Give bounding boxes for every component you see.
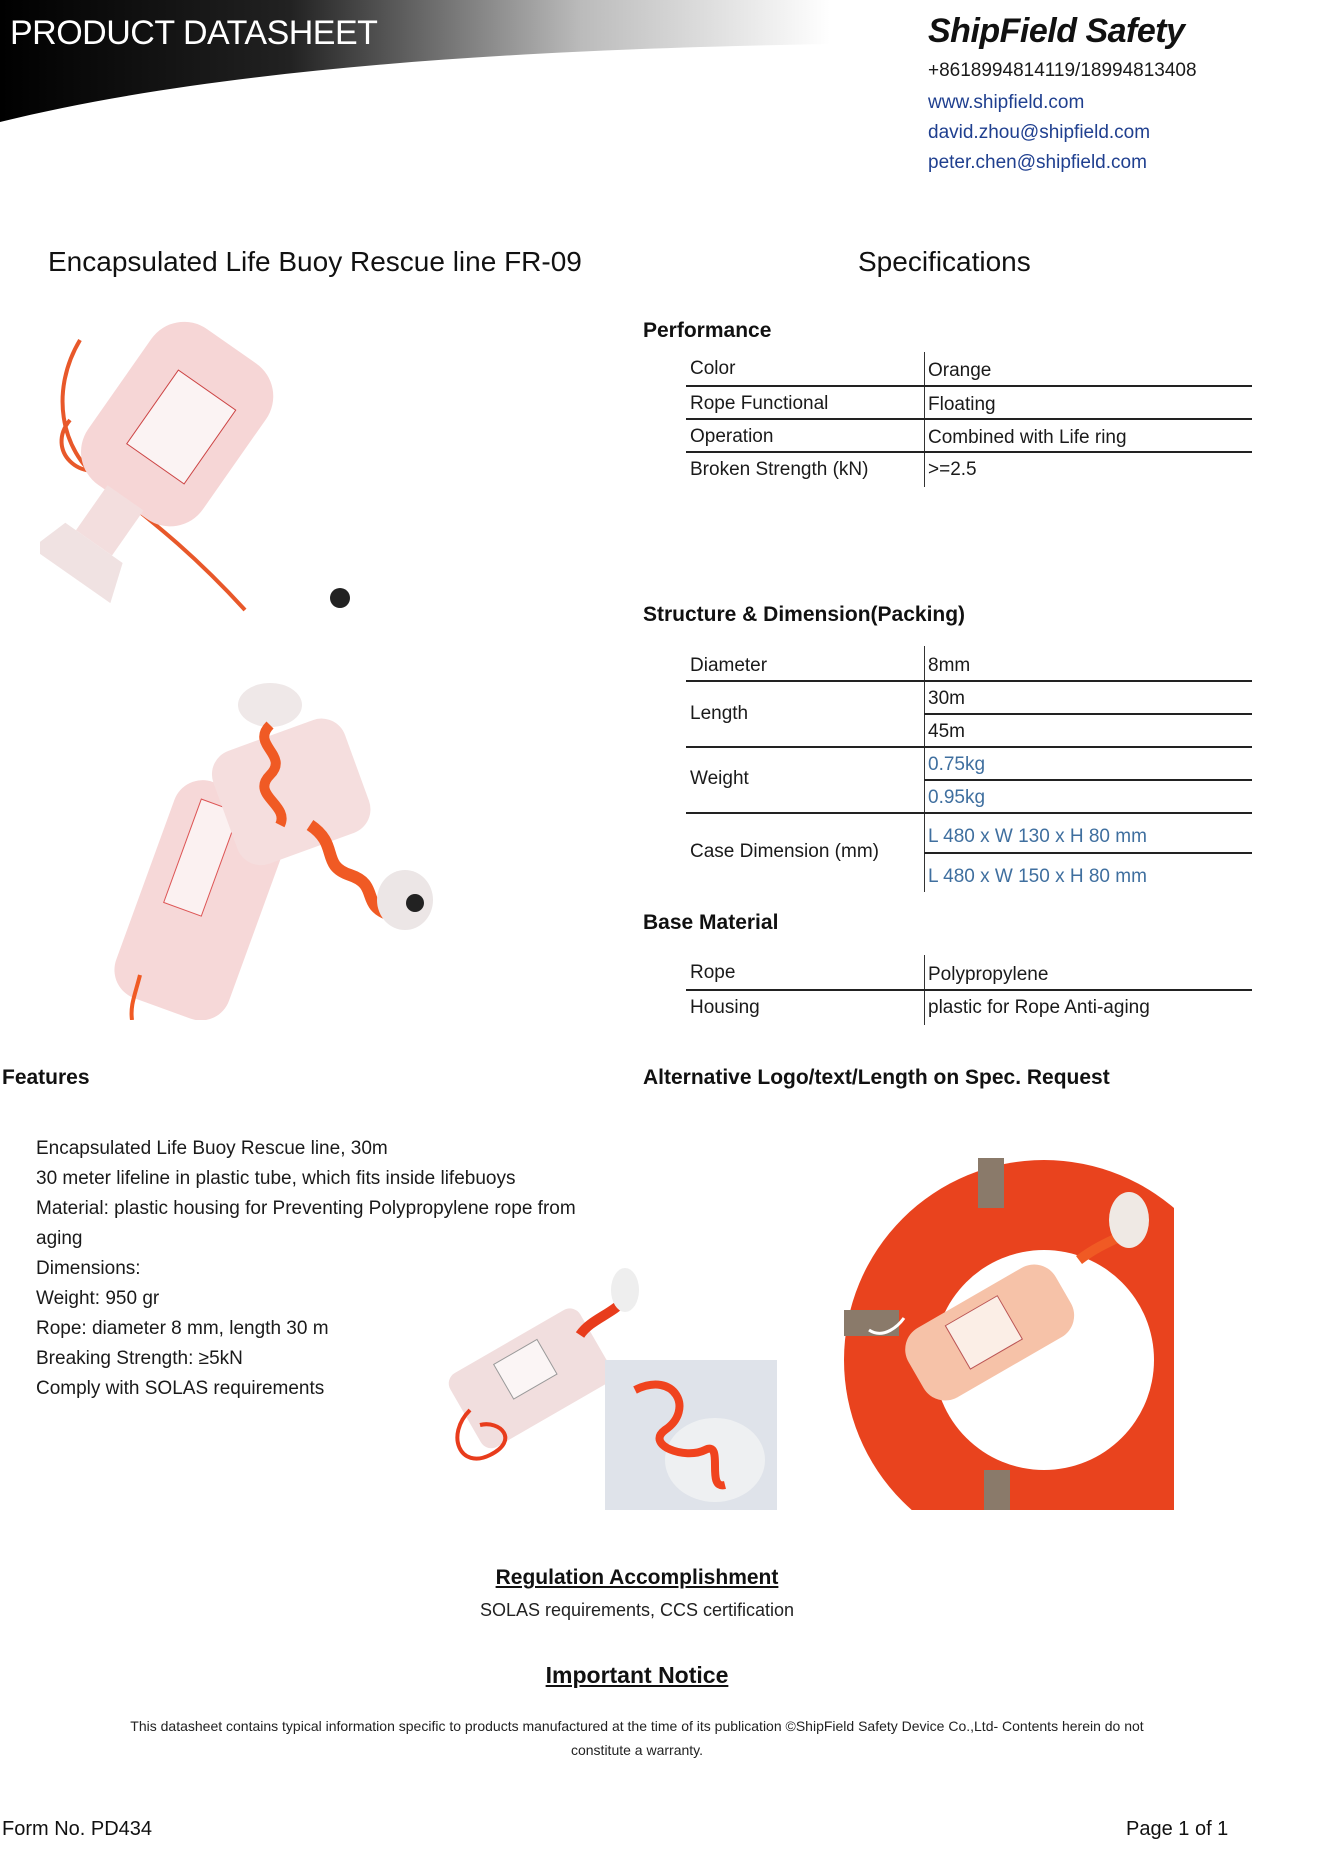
structure-value: 45m bbox=[928, 721, 965, 742]
structure-key: Case Dimension (mm) bbox=[690, 841, 879, 862]
material-value: plastic for Rope Anti-aging bbox=[924, 991, 1150, 1025]
feature-line: Dimensions: bbox=[36, 1258, 141, 1279]
table-row bbox=[686, 420, 1252, 453]
notice-heading: Important Notice bbox=[545, 1662, 729, 1688]
row-divider bbox=[686, 680, 1252, 682]
phone-number: +8618994814119/18994813408 bbox=[928, 60, 1197, 81]
structure-table bbox=[686, 646, 1252, 892]
row-divider bbox=[924, 779, 1252, 781]
regulation-heading: Regulation Accomplishment bbox=[495, 1566, 779, 1589]
feature-line: 30 meter lifeline in plastic tube, which fits inside lifebuoys bbox=[36, 1168, 516, 1189]
performance-key: Rope Functional bbox=[690, 393, 829, 414]
material-key: Housing bbox=[690, 997, 760, 1018]
table-row bbox=[686, 352, 1252, 387]
row-divider bbox=[924, 713, 1252, 715]
page-number: Page 1 of 1 bbox=[1126, 1818, 1229, 1840]
feature-line: Comply with SOLAS requirements bbox=[36, 1378, 325, 1399]
row-divider bbox=[924, 852, 1252, 854]
table-row bbox=[686, 453, 1252, 487]
performance-key: Operation bbox=[690, 426, 774, 447]
material-value: Polypropylene bbox=[924, 955, 1048, 989]
feature-line: Breaking Strength: ≥5kN bbox=[36, 1348, 243, 1369]
base-material-table bbox=[686, 955, 1252, 1025]
performance-table bbox=[686, 352, 1252, 487]
product-image-life-ring bbox=[844, 1150, 1174, 1510]
website-link[interactable]: www.shipfield.com bbox=[928, 92, 1085, 113]
performance-heading: Performance bbox=[643, 319, 772, 342]
product-image-coiled bbox=[110, 675, 450, 1020]
notice-line-2: constitute a warranty. bbox=[570, 1742, 704, 1758]
banner-title: PRODUCT DATASHEET bbox=[10, 14, 378, 52]
performance-key: Color bbox=[690, 358, 736, 379]
product-image-bottle bbox=[40, 300, 420, 630]
performance-value: Orange bbox=[924, 352, 991, 385]
table-divider bbox=[924, 646, 925, 892]
regulation-text: SOLAS requirements, CCS certification bbox=[479, 1600, 795, 1620]
feature-line: Material: plastic housing for Preventing Polypropylene rope from bbox=[36, 1198, 576, 1219]
structure-value: 30m bbox=[928, 688, 965, 709]
feature-line: Weight: 950 gr bbox=[36, 1288, 160, 1309]
structure-value: L 480 x W 150 x H 80 mm bbox=[928, 866, 1147, 887]
structure-key: Diameter bbox=[690, 655, 768, 676]
company-name: ShipField Safety bbox=[928, 12, 1185, 50]
notice-line-1: This datasheet contains typical information specific to products manufactured at the time of its publication ©ShipField Safety Device Co.,Ltd- Contents herein do not bbox=[130, 1718, 1144, 1734]
product-title: Encapsulated Life Buoy Rescue line FR-09 bbox=[48, 246, 582, 277]
structure-value: 8mm bbox=[928, 655, 971, 676]
performance-key: Broken Strength (kN) bbox=[690, 459, 869, 480]
performance-value: Combined with Life ring bbox=[924, 420, 1127, 451]
structure-value: 0.75kg bbox=[928, 754, 986, 775]
table-row bbox=[686, 991, 1252, 1025]
structure-heading: Structure & Dimension(Packing) bbox=[643, 603, 966, 626]
structure-key: Weight bbox=[690, 768, 749, 789]
form-number: Form No. PD434 bbox=[2, 1818, 153, 1840]
performance-value: Floating bbox=[924, 387, 996, 418]
structure-value: 0.95kg bbox=[928, 787, 986, 808]
row-divider bbox=[686, 812, 1252, 814]
performance-value: >=2.5 bbox=[924, 453, 977, 487]
material-key: Rope bbox=[690, 962, 736, 983]
row-divider bbox=[686, 746, 1252, 748]
product-image-detail bbox=[605, 1360, 777, 1510]
table-row bbox=[686, 955, 1252, 991]
features-heading: Features bbox=[2, 1066, 90, 1089]
email-link-2[interactable]: peter.chen@shipfield.com bbox=[928, 152, 1147, 173]
feature-line: aging bbox=[36, 1228, 83, 1249]
table-row bbox=[686, 387, 1252, 420]
alternative-heading: Alternative Logo/text/Length on Spec. Request bbox=[643, 1066, 1110, 1089]
feature-line: Rope: diameter 8 mm, length 30 m bbox=[36, 1318, 329, 1339]
specifications-title: Specifications bbox=[858, 246, 1031, 277]
base-material-heading: Base Material bbox=[643, 911, 779, 934]
email-link-1[interactable]: david.zhou@shipfield.com bbox=[928, 122, 1151, 143]
feature-line: Encapsulated Life Buoy Rescue line, 30m bbox=[36, 1138, 388, 1159]
structure-key: Length bbox=[690, 703, 749, 724]
structure-value: L 480 x W 130 x H 80 mm bbox=[928, 826, 1147, 847]
